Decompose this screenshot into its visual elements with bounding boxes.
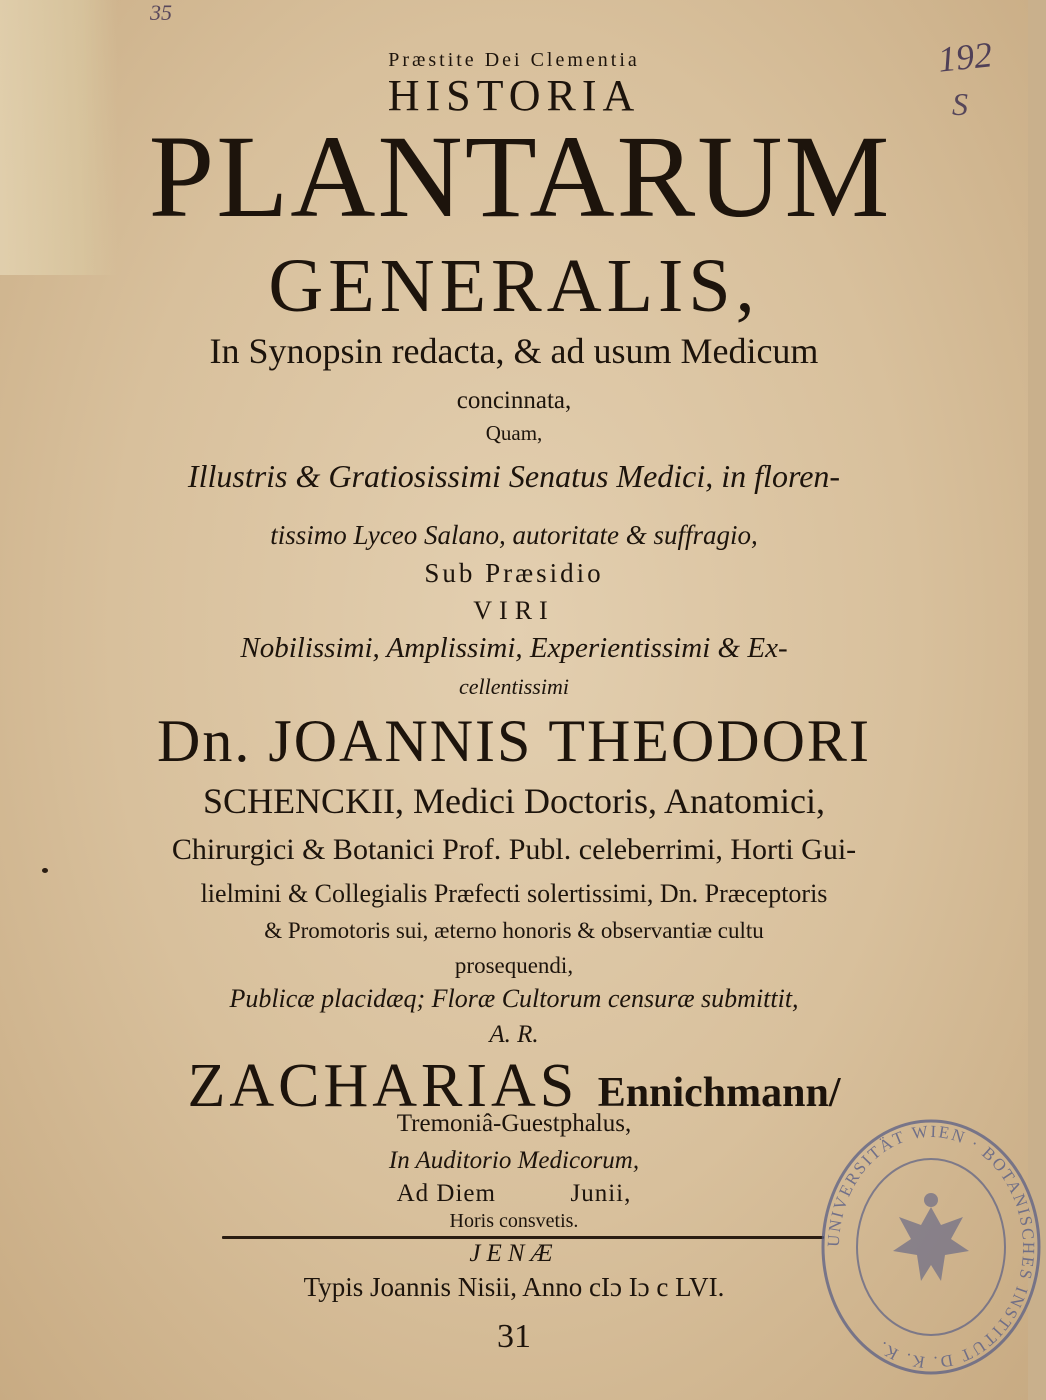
praeses-title-line-3: lielmini & Collegialis Præfecti solertissimi, Dn. Præceptoris (200, 879, 828, 908)
text-horis: Horis consvetis. (449, 1210, 579, 1232)
text-tissimo: tissimo Lyceo Salano, autoritate & suffragio, (270, 520, 758, 550)
text-junii: Junii, (570, 1180, 632, 1207)
text-viri: VIRI (473, 596, 555, 625)
manuscript-note-top-left: 35 (150, 0, 172, 25)
respondent-first-name: ZACHARIAS (187, 1052, 579, 1120)
respondent-surname: Ennichmann/ (597, 1070, 841, 1116)
text-quam: Quam, (485, 421, 543, 445)
library-stamp (816, 1112, 1046, 1382)
signature-mark: 31 (497, 1318, 531, 1355)
divider-rule (222, 1236, 824, 1239)
title-generalis: GENERALIS, (268, 244, 760, 328)
manuscript-shelfmark-sub: S (952, 86, 968, 122)
text-auditorio: In Auditorio Medicorum, (388, 1147, 640, 1174)
respondent-origin: Tremoniâ-Guestphalus, (396, 1110, 632, 1137)
manuscript-shelfmark: 192 (936, 34, 994, 80)
eagle-icon (893, 1193, 969, 1281)
ink-dot (42, 868, 48, 873)
respondent-name (0, 1052, 1028, 1120)
praeses-title-line-2: Chirurgici & Botanici Prof. Publ. celeberrimi, Horti Gui- (171, 833, 857, 866)
text-sub-praesidio: Sub Præsidio (424, 558, 604, 588)
dedication-line: Præstite Dei Clementia (388, 49, 640, 71)
text-publicae: Publicæ placidæq; Floræ Cultorum censuræ submittit, (229, 984, 799, 1013)
praeses-title-line-4: & Promotoris sui, æterno honoris & observantiæ cultu (264, 918, 764, 943)
text-ad-diem: Ad Diem (396, 1180, 496, 1207)
imprint-printer: Typis Joannis Nisii, Anno cIɔ Iɔ c LVI. (303, 1272, 725, 1302)
subtitle-concinnata: concinnata, (456, 387, 572, 414)
title-plantarum: PLANTARUM (148, 111, 892, 242)
praeses-name: Dn. JOANNIS THEODORI (157, 708, 871, 774)
praeses-title-line-5: prosequendi, (454, 953, 574, 978)
text-illustris: Illustris & Gratiosissimi Senatus Medici, in floren- (187, 458, 841, 494)
title-historia: HISTORIA (387, 71, 641, 120)
stamp-text: UNIVERSITÄT WIEN · BOTANISCHES INSTITUT D. K. K. (823, 1121, 1039, 1373)
imprint-place: JENÆ (469, 1240, 559, 1267)
text-nobilissimi: Nobilissimi, Amplissimi, Experientissimi & Ex- (240, 632, 788, 664)
subtitle-synopsin: In Synopsin redacta, & ad usum Medicum (209, 331, 819, 371)
text-cellentissimi: cellentissimi (459, 674, 569, 699)
praeses-title-line-1: SCHENCKII, Medici Doctoris, Anatomici, (203, 781, 825, 821)
text-auctor-respondens: A. R. (489, 1021, 539, 1048)
